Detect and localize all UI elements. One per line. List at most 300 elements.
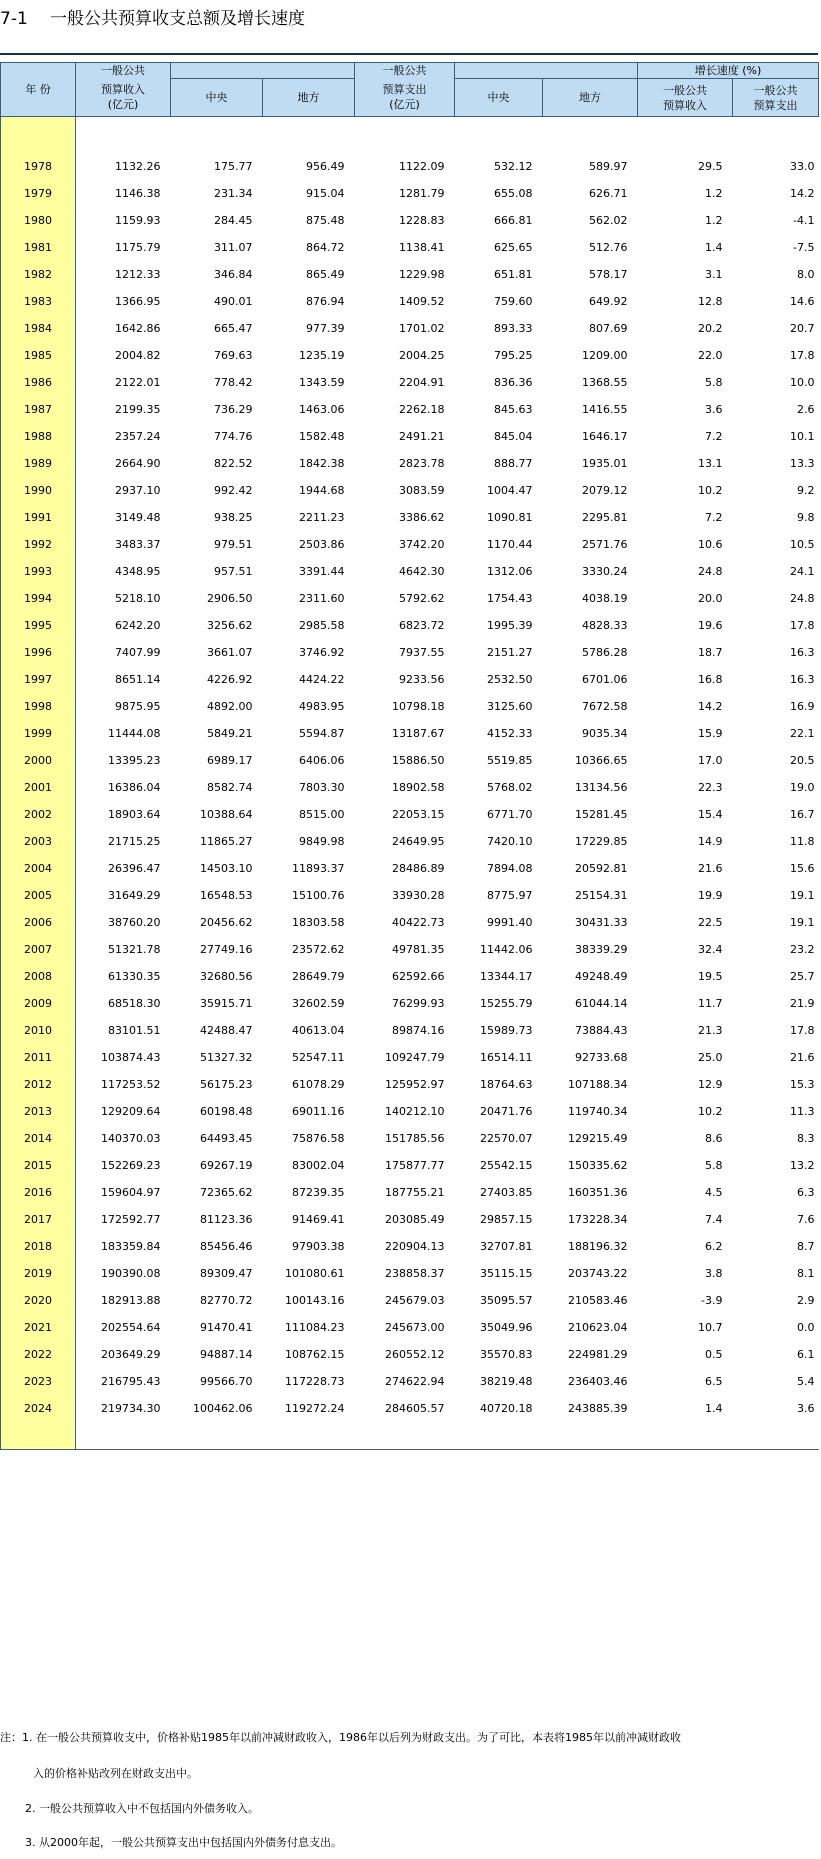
cell-expenditure-total: 1409.52 xyxy=(399,295,445,308)
cell-expenditure-total: 22053.15 xyxy=(392,808,445,821)
table-row xyxy=(1,396,819,423)
cell-revenue-central: 89309.47 xyxy=(200,1267,253,1280)
cell-expenditure-local: 13134.56 xyxy=(575,781,628,794)
header-expenditure-total-label: 预算支出 xyxy=(382,83,427,97)
cell-revenue-local: 111084.23 xyxy=(285,1321,345,1334)
cell-expenditure-central: 16514.11 xyxy=(480,1051,533,1064)
cell-revenue-total: 68518.30 xyxy=(108,997,161,1010)
cell-year: 2001 xyxy=(1,774,76,801)
cell-year: 1996 xyxy=(1,639,76,666)
cell-expenditure-local: 150335.62 xyxy=(568,1159,628,1172)
cell-expenditure-total: 1122.09 xyxy=(399,160,445,173)
cell-revenue-central: 490.01 xyxy=(214,295,253,308)
cell-revenue-local: 915.04 xyxy=(306,187,345,200)
cell-expenditure-central: 11442.06 xyxy=(480,943,533,956)
cell-expenditure-total: 260552.12 xyxy=(385,1348,445,1361)
cell-growth-expenditure: 9.8 xyxy=(797,511,815,524)
cell-revenue-local: 2211.23 xyxy=(299,511,345,524)
cell-growth-expenditure: 17.8 xyxy=(790,349,815,362)
cell-growth-expenditure: 25.7 xyxy=(790,970,815,983)
cell-year: 1992 xyxy=(1,531,76,558)
table-row xyxy=(1,369,819,396)
cell-growth-expenditure: 15.3 xyxy=(790,1078,815,1091)
table-row xyxy=(1,1395,819,1422)
cell-expenditure-central: 2151.27 xyxy=(487,646,533,659)
table-row xyxy=(1,180,819,207)
cell-revenue-central: 774.76 xyxy=(214,430,253,443)
table-row xyxy=(1,1341,819,1368)
cell-expenditure-local: 210623.04 xyxy=(568,1321,628,1334)
cell-year: 1981 xyxy=(1,234,76,261)
cell-expenditure-central: 2532.50 xyxy=(487,673,533,686)
cell-revenue-central: 56175.23 xyxy=(200,1078,253,1091)
cell-expenditure-local: 589.97 xyxy=(589,160,628,173)
cell-year: 1989 xyxy=(1,450,76,477)
header-revenue-local: 地方 xyxy=(263,79,355,117)
cell-revenue-local: 4424.22 xyxy=(299,673,345,686)
cell-revenue-local: 875.48 xyxy=(306,214,345,227)
cell-growth-revenue: 14.2 xyxy=(698,700,723,713)
cell-growth-revenue: 18.7 xyxy=(698,646,723,659)
cell-revenue-total: 2004.82 xyxy=(115,349,161,362)
cell-revenue-total: 1212.33 xyxy=(115,268,161,281)
table-row xyxy=(1,1044,819,1071)
cell-growth-expenditure: 14.6 xyxy=(790,295,815,308)
cell-growth-revenue: 8.6 xyxy=(705,1132,723,1145)
cell-revenue-local: 1842.38 xyxy=(299,457,345,470)
cell-expenditure-total: 76299.93 xyxy=(392,997,445,1010)
table-row xyxy=(1,1233,819,1260)
cell-growth-revenue: 20.0 xyxy=(698,592,723,605)
cell-expenditure-total: 274622.94 xyxy=(385,1375,445,1388)
year-cell-spacer xyxy=(1,117,76,154)
header-growth-revenue-1: 一般公共 xyxy=(663,83,707,97)
cell-expenditure-local: 1209.00 xyxy=(582,349,628,362)
cell-revenue-total: 13395.23 xyxy=(108,754,161,767)
cell-revenue-central: 42488.47 xyxy=(200,1024,253,1037)
cell-expenditure-total: 3083.59 xyxy=(399,484,445,497)
cell-growth-revenue: 12.9 xyxy=(698,1078,723,1091)
cell-growth-revenue: 12.8 xyxy=(698,295,723,308)
cell-revenue-central: 82770.72 xyxy=(200,1294,253,1307)
cell-growth-revenue: 10.6 xyxy=(698,538,723,551)
cell-revenue-central: 736.29 xyxy=(214,403,253,416)
cell-growth-expenditure: 9.2 xyxy=(797,484,815,497)
cell-expenditure-central: 625.65 xyxy=(494,241,533,254)
cell-revenue-total: 1132.26 xyxy=(115,160,161,173)
cell-year: 2018 xyxy=(1,1233,76,1260)
cell-revenue-local: 1343.59 xyxy=(299,376,345,389)
cell-revenue-central: 231.34 xyxy=(214,187,253,200)
cell-expenditure-total: 187755.21 xyxy=(385,1186,445,1199)
cell-revenue-local: 1235.19 xyxy=(299,349,345,362)
cell-growth-revenue: 5.8 xyxy=(705,1159,723,1172)
cell-revenue-local: 69011.16 xyxy=(292,1105,345,1118)
cell-revenue-total: 2122.01 xyxy=(115,376,161,389)
table-row xyxy=(1,828,819,855)
cell-expenditure-central: 845.63 xyxy=(494,403,533,416)
table-row xyxy=(1,1152,819,1179)
cell-revenue-total: 21715.25 xyxy=(108,835,161,848)
cell-year: 1995 xyxy=(1,612,76,639)
cell-expenditure-total: 5792.62 xyxy=(399,592,445,605)
cell-expenditure-local: 9035.34 xyxy=(582,727,628,740)
bottom-filler-row xyxy=(1,1422,819,1450)
cell-expenditure-central: 15989.73 xyxy=(480,1024,533,1037)
note-1-text-1: 1. 在一般公共预算收支中，价格补贴1985年以前冲减财政收入，1986年以后列为财政支出。为了可比，本表将1985年以前冲减财政收 xyxy=(22,1731,681,1744)
cell-expenditure-local: 2295.81 xyxy=(582,511,628,524)
cell-revenue-central: 175.77 xyxy=(214,160,253,173)
cell-revenue-central: 32680.56 xyxy=(200,970,253,983)
cell-revenue-central: 60198.48 xyxy=(200,1105,253,1118)
cell-growth-revenue: 3.1 xyxy=(705,268,723,281)
cell-year: 1984 xyxy=(1,315,76,342)
cell-revenue-local: 11893.37 xyxy=(292,862,345,875)
cell-expenditure-central: 6771.70 xyxy=(487,808,533,821)
cell-expenditure-central: 18764.63 xyxy=(480,1078,533,1091)
cell-revenue-local: 100143.16 xyxy=(285,1294,345,1307)
cell-expenditure-central: 845.04 xyxy=(494,430,533,443)
table-row xyxy=(1,504,819,531)
cell-expenditure-central: 25542.15 xyxy=(480,1159,533,1172)
cell-expenditure-central: 1312.06 xyxy=(487,565,533,578)
cell-expenditure-central: 836.36 xyxy=(494,376,533,389)
cell-revenue-total: 6242.20 xyxy=(115,619,161,632)
cell-expenditure-central: 1170.44 xyxy=(487,538,533,551)
cell-growth-expenditure: 2.6 xyxy=(797,403,815,416)
cell-revenue-total: 190390.08 xyxy=(101,1267,161,1280)
cell-revenue-central: 64493.45 xyxy=(200,1132,253,1145)
cell-expenditure-total: 24649.95 xyxy=(392,835,445,848)
cell-expenditure-local: 6701.06 xyxy=(582,673,628,686)
cell-revenue-total: 31649.29 xyxy=(108,889,161,902)
cell-expenditure-total: 9233.56 xyxy=(399,673,445,686)
cell-revenue-total: 216795.43 xyxy=(101,1375,161,1388)
cell-expenditure-local: 129215.49 xyxy=(568,1132,628,1145)
cell-growth-revenue: 15.4 xyxy=(698,808,723,821)
cell-expenditure-central: 29857.15 xyxy=(480,1213,533,1226)
filler-cell xyxy=(76,1422,819,1450)
cell-revenue-central: 100462.06 xyxy=(193,1402,253,1415)
cell-growth-expenditure: 13.2 xyxy=(790,1159,815,1172)
cell-revenue-total: 182913.88 xyxy=(101,1294,161,1307)
table-row xyxy=(1,288,819,315)
cell-expenditure-central: 7420.10 xyxy=(487,835,533,848)
cell-expenditure-local: 203743.22 xyxy=(568,1267,628,1280)
cell-growth-expenditure: 15.6 xyxy=(790,862,815,875)
cell-year: 2013 xyxy=(1,1098,76,1125)
table-row xyxy=(1,1368,819,1395)
cell-expenditure-local: 2571.76 xyxy=(582,538,628,551)
cell-expenditure-local: 20592.81 xyxy=(575,862,628,875)
cell-revenue-central: 16548.53 xyxy=(200,889,253,902)
cell-revenue-total: 1146.38 xyxy=(115,187,161,200)
cell-year: 2005 xyxy=(1,882,76,909)
table-row xyxy=(1,747,819,774)
cell-expenditure-local: 188196.32 xyxy=(568,1240,628,1253)
cell-expenditure-local: 92733.68 xyxy=(575,1051,628,1064)
cell-year: 1994 xyxy=(1,585,76,612)
note-2: 2. 一般公共预算收入中不包括国内外债务收入。 xyxy=(25,1802,259,1815)
cell-expenditure-local: 3330.24 xyxy=(582,565,628,578)
cell-year: 2011 xyxy=(1,1044,76,1071)
cell-revenue-total: 16386.04 xyxy=(108,781,161,794)
cell-expenditure-central: 32707.81 xyxy=(480,1240,533,1253)
cell-growth-expenditure: 19.1 xyxy=(790,916,815,929)
header-expenditure-total xyxy=(355,79,455,117)
cell-expenditure-total: 7937.55 xyxy=(399,646,445,659)
header-revenue-total-label: 预算收入 xyxy=(101,83,145,97)
cell-growth-expenditure: 10.5 xyxy=(790,538,815,551)
cell-growth-expenditure: 16.9 xyxy=(790,700,815,713)
cell-revenue-total: 3483.37 xyxy=(115,538,161,551)
cell-revenue-central: 992.42 xyxy=(214,484,253,497)
cell-growth-revenue: 1.4 xyxy=(705,241,723,254)
cell-revenue-local: 6406.06 xyxy=(299,754,345,767)
cell-revenue-central: 979.51 xyxy=(214,538,253,551)
cell-revenue-total: 152269.23 xyxy=(101,1159,161,1172)
cell-revenue-central: 20456.62 xyxy=(200,916,253,929)
cell-expenditure-total: 18902.58 xyxy=(392,781,445,794)
cell-revenue-total: 159604.97 xyxy=(101,1186,161,1199)
cell-expenditure-central: 5768.02 xyxy=(487,781,533,794)
table-row xyxy=(1,612,819,639)
cell-expenditure-central: 651.81 xyxy=(494,268,533,281)
header-growth-expenditure-1: 一般公共 xyxy=(753,83,798,97)
header-row-1 xyxy=(1,63,819,79)
cell-expenditure-local: 649.92 xyxy=(589,295,628,308)
cell-growth-expenditure: 6.3 xyxy=(797,1186,815,1199)
cell-revenue-central: 81123.36 xyxy=(200,1213,253,1226)
cell-expenditure-central: 3125.60 xyxy=(487,700,533,713)
cell-revenue-local: 5594.87 xyxy=(299,727,345,740)
cell-year: 2015 xyxy=(1,1152,76,1179)
table-row xyxy=(1,693,819,720)
cell-growth-expenditure: 17.8 xyxy=(790,619,815,632)
cell-growth-expenditure: 3.6 xyxy=(797,1402,815,1415)
cell-expenditure-local: 807.69 xyxy=(589,322,628,335)
cell-revenue-total: 26396.47 xyxy=(108,862,161,875)
cell-revenue-total: 51321.78 xyxy=(108,943,161,956)
cell-year: 2000 xyxy=(1,747,76,774)
cell-expenditure-central: 795.25 xyxy=(494,349,533,362)
cell-growth-revenue: 32.4 xyxy=(698,943,723,956)
cell-revenue-central: 957.51 xyxy=(214,565,253,578)
cell-revenue-local: 15100.76 xyxy=(292,889,345,902)
cell-revenue-local: 2311.60 xyxy=(299,592,345,605)
cell-revenue-central: 2906.50 xyxy=(207,592,253,605)
table-row xyxy=(1,315,819,342)
cell-expenditure-local: 160351.36 xyxy=(568,1186,628,1199)
cell-expenditure-central: 35095.57 xyxy=(480,1294,533,1307)
cell-expenditure-local: 562.02 xyxy=(589,214,628,227)
cell-expenditure-total: 2262.18 xyxy=(399,403,445,416)
cell-expenditure-local: 1646.17 xyxy=(582,430,628,443)
cell-growth-revenue: 16.8 xyxy=(698,673,723,686)
cell-expenditure-central: 1090.81 xyxy=(487,511,533,524)
cell-growth-expenditure: 10.0 xyxy=(790,376,815,389)
table-row xyxy=(1,720,819,747)
cell-expenditure-local: 1935.01 xyxy=(582,457,628,470)
cell-growth-revenue: 6.5 xyxy=(705,1375,723,1388)
cell-revenue-central: 72365.62 xyxy=(200,1186,253,1199)
cell-growth-expenditure: 19.1 xyxy=(790,889,815,902)
cell-revenue-local: 3746.92 xyxy=(299,646,345,659)
cell-expenditure-total: 1229.98 xyxy=(399,268,445,281)
cell-expenditure-central: 893.33 xyxy=(494,322,533,335)
cell-expenditure-local: 5786.28 xyxy=(582,646,628,659)
table-row xyxy=(1,153,819,180)
cell-revenue-local: 865.49 xyxy=(306,268,345,281)
header-revenue-group: 一般公共 xyxy=(76,63,171,79)
cell-expenditure-local: 107188.34 xyxy=(568,1078,628,1091)
cell-growth-revenue: 10.2 xyxy=(698,484,723,497)
cell-year: 2022 xyxy=(1,1341,76,1368)
table-row xyxy=(1,207,819,234)
cell-growth-expenditure: 17.8 xyxy=(790,1024,815,1037)
cell-revenue-central: 5849.21 xyxy=(207,727,253,740)
cell-revenue-total: 129209.64 xyxy=(101,1105,161,1118)
cell-revenue-total: 103874.43 xyxy=(101,1051,161,1064)
table-row xyxy=(1,477,819,504)
cell-growth-expenditure: 19.0 xyxy=(790,781,815,794)
cell-revenue-central: 665.47 xyxy=(214,322,253,335)
cell-year: 2009 xyxy=(1,990,76,1017)
table-row xyxy=(1,1179,819,1206)
cell-expenditure-total: 1701.02 xyxy=(399,322,445,335)
cell-revenue-central: 51327.32 xyxy=(200,1051,253,1064)
cell-year: 1991 xyxy=(1,504,76,531)
cell-expenditure-central: 22570.07 xyxy=(480,1132,533,1145)
table-row xyxy=(1,666,819,693)
table-number: 7-1 xyxy=(0,9,28,29)
table-row xyxy=(1,882,819,909)
cell-year: 2004 xyxy=(1,855,76,882)
cell-growth-revenue: 10.7 xyxy=(698,1321,723,1334)
cell-revenue-local: 2985.58 xyxy=(299,619,345,632)
cell-revenue-central: 35915.71 xyxy=(200,997,253,1010)
top-rule xyxy=(0,53,818,55)
cell-revenue-local: 1944.68 xyxy=(299,484,345,497)
notes-prefix: 注： xyxy=(0,1731,22,1744)
cell-expenditure-central: 40720.18 xyxy=(480,1402,533,1415)
cell-expenditure-local: 626.71 xyxy=(589,187,628,200)
cell-year: 2007 xyxy=(1,936,76,963)
cell-year: 2010 xyxy=(1,1017,76,1044)
cell-revenue-local: 75876.58 xyxy=(292,1132,345,1145)
cell-revenue-total: 2664.90 xyxy=(115,457,161,470)
cell-growth-expenditure: 8.1 xyxy=(797,1267,815,1280)
cell-year: 2002 xyxy=(1,801,76,828)
cell-expenditure-total: 13187.67 xyxy=(392,727,445,740)
cell-revenue-local: 7803.30 xyxy=(299,781,345,794)
table-row xyxy=(1,1206,819,1233)
header-growth-revenue-2: 预算收入 xyxy=(663,98,707,112)
cell-growth-expenditure: 23.2 xyxy=(790,943,815,956)
table-title-text: 一般公共预算收支总额及增长速度 xyxy=(50,9,305,29)
cell-expenditure-total: 284605.57 xyxy=(385,1402,445,1415)
header-expenditure-group: 一般公共 xyxy=(355,63,455,79)
cell-expenditure-total: 1228.83 xyxy=(399,214,445,227)
cell-revenue-local: 9849.98 xyxy=(299,835,345,848)
header-expenditure-spacer xyxy=(455,63,638,79)
cell-revenue-central: 4892.00 xyxy=(207,700,253,713)
cell-expenditure-local: 173228.34 xyxy=(568,1213,628,1226)
cell-growth-revenue: 13.1 xyxy=(698,457,723,470)
cell-growth-revenue: 6.2 xyxy=(705,1240,723,1253)
cell-expenditure-total: 4642.30 xyxy=(399,565,445,578)
cell-year: 2014 xyxy=(1,1125,76,1152)
cell-growth-revenue: 19.6 xyxy=(698,619,723,632)
cell-expenditure-local: 2079.12 xyxy=(582,484,628,497)
cell-expenditure-local: 15281.45 xyxy=(575,808,628,821)
cell-expenditure-total: 89874.16 xyxy=(392,1024,445,1037)
table-row xyxy=(1,774,819,801)
cell-growth-expenditure: 24.1 xyxy=(790,565,815,578)
cell-expenditure-local: 1368.55 xyxy=(582,376,628,389)
cell-revenue-local: 87239.35 xyxy=(292,1186,345,1199)
cell-expenditure-total: 203085.49 xyxy=(385,1213,445,1226)
cell-expenditure-central: 35049.96 xyxy=(480,1321,533,1334)
cell-expenditure-central: 15255.79 xyxy=(480,997,533,1010)
cell-expenditure-local: 236403.46 xyxy=(568,1375,628,1388)
cell-growth-expenditure: 8.3 xyxy=(797,1132,815,1145)
header-revenue-unit: (亿元) xyxy=(107,98,139,112)
cell-revenue-central: 11865.27 xyxy=(200,835,253,848)
cell-revenue-local: 40613.04 xyxy=(292,1024,345,1037)
cell-expenditure-total: 2004.25 xyxy=(399,349,445,362)
cell-year: 1985 xyxy=(1,342,76,369)
table-row xyxy=(1,909,819,936)
cell-growth-revenue: 4.5 xyxy=(705,1186,723,1199)
cell-growth-revenue: 1.2 xyxy=(705,187,723,200)
header-expenditure-unit: (亿元) xyxy=(389,98,420,112)
cell-revenue-local: 117228.73 xyxy=(285,1375,345,1388)
cell-year: 2008 xyxy=(1,963,76,990)
cell-growth-expenditure: 8.7 xyxy=(797,1240,815,1253)
table-row xyxy=(1,261,819,288)
cell-revenue-local: 977.39 xyxy=(306,322,345,335)
table-row xyxy=(1,963,819,990)
cell-expenditure-local: 10366.65 xyxy=(575,754,628,767)
cell-growth-expenditure: 22.1 xyxy=(790,727,815,740)
table-row xyxy=(1,639,819,666)
cell-expenditure-total: 2204.91 xyxy=(399,376,445,389)
cell-expenditure-total: 1281.79 xyxy=(399,187,445,200)
cell-revenue-total: 203649.29 xyxy=(101,1348,161,1361)
cell-year: 2021 xyxy=(1,1314,76,1341)
data-table xyxy=(0,62,819,1450)
cell-year: 1987 xyxy=(1,396,76,423)
cell-revenue-central: 4226.92 xyxy=(207,673,253,686)
cell-revenue-total: 8651.14 xyxy=(115,673,161,686)
cell-revenue-total: 2937.10 xyxy=(115,484,161,497)
cell-expenditure-total: 125952.97 xyxy=(385,1078,445,1091)
cell-year: 1993 xyxy=(1,558,76,585)
cell-growth-expenditure: 5.4 xyxy=(797,1375,815,1388)
cell-year: 2012 xyxy=(1,1071,76,1098)
cell-revenue-total: 18903.64 xyxy=(108,808,161,821)
cell-growth-expenditure: 14.2 xyxy=(790,187,815,200)
table-row xyxy=(1,936,819,963)
cell-growth-revenue: 29.5 xyxy=(698,160,723,173)
cell-year: 1978 xyxy=(1,153,76,180)
table-row xyxy=(1,1017,819,1044)
cell-expenditure-central: 20471.76 xyxy=(480,1105,533,1118)
cell-expenditure-central: 4152.33 xyxy=(487,727,533,740)
cell-expenditure-total: 3742.20 xyxy=(399,538,445,551)
cell-growth-revenue: 21.3 xyxy=(698,1024,723,1037)
